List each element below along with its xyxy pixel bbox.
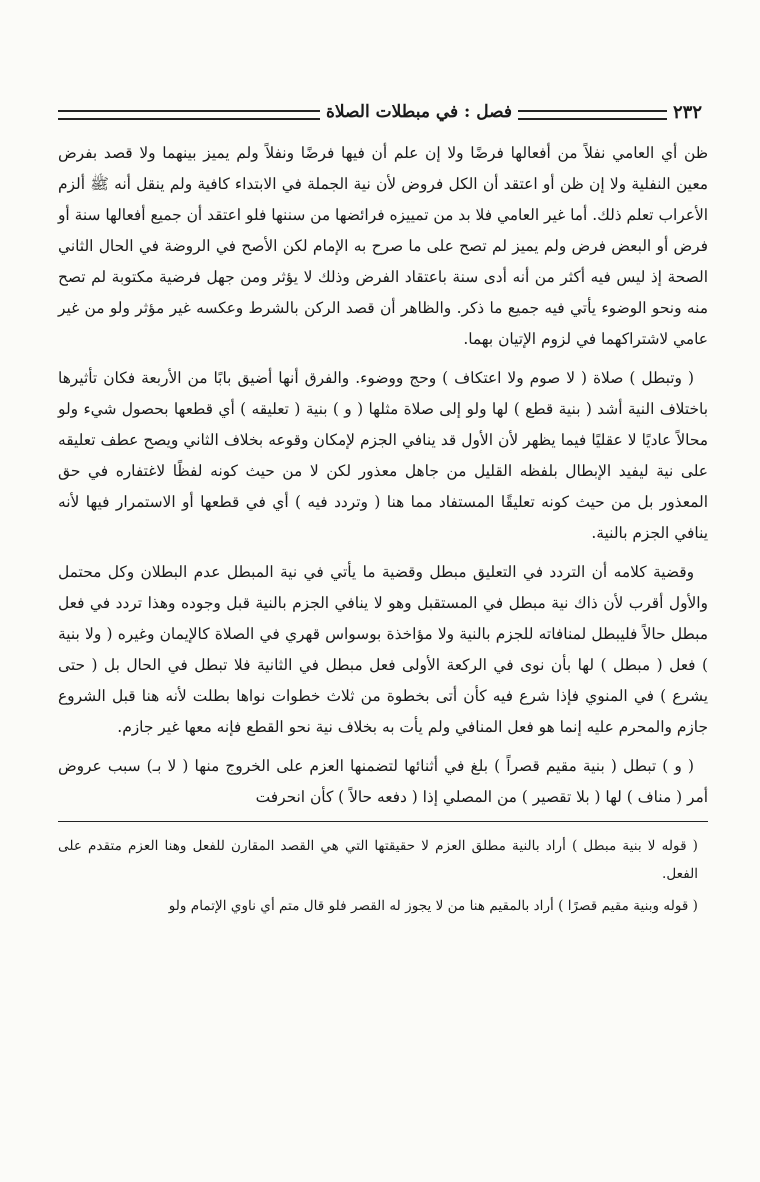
page-number: ٢٣٢ <box>667 102 708 123</box>
paragraph: ظن أي العامي نفلاً من أفعالها فرضًا ولا إن علم أن فيها فرضًا ونفلاً ولم يميز بينهما ولا قصد بفرض معين النفلية ولا إن ظن أو اعتقد أن الكل فروض لأن نية الجملة في الابتداء كافية ولم ينقل أنه ﷺ ألزم الأعراب تعلم ذلك. أما غير العامي فلا بد من تمييزه فرائضها من سننها فلو اعتقد أن جميع أفعالها سنة أو فرض أو البعض فرض ولم يميز لم تصح على ما صرح به الإمام لكن الأصح في الروضة في الحال الثاني الصحة إذ ليس فيه أكثر من أنه أدى سنة باعتقاد الفرض وذلك لا يؤثر ومن جهل فرضية مكتوبة لم تصح منه ونحو الوضوء يأتي فيه جميع ما ذكر. والظاهر أن قصد الركن بالشرط وعكسه غير مؤثر ولو من غير عامي لاشتراكهما في لزوم الإتيان بهما. <box>58 144 708 348</box>
footnotes <box>58 832 708 920</box>
footnote-separator <box>58 821 708 822</box>
footnote: ( قوله لا بنية مبطل ) أراد بالنية مطلق العزم لا حقيقتها التي هي القصد المقارن للفعل وهنا العزم متقدم على الفعل. <box>58 838 698 882</box>
footnote: ( قوله وبنية مقيم قصرًا ) أراد بالمقيم هنا من لا يجوز له القصر فلو قال متم أي ناوي الإتمام ولو <box>168 898 698 914</box>
main-text <box>58 138 708 813</box>
page <box>58 100 708 924</box>
running-header <box>58 100 708 130</box>
chapter-title: فصل : في مبطلات الصلاة <box>320 102 518 122</box>
paragraph: ( و ) تبطل ( بنية مقيم قصراً ) بلغ في أثنائها لتضمنها العزم على الخروج منها ( لا بـ) سبب عروض أمر ( مناف ) لها ( بلا تقصير ) من المصلي إذا ( دفعه حالاً ) كأن انحرفت <box>58 757 708 806</box>
paragraph: ( وتبطل ) صلاة ( لا صوم ولا اعتكاف ) وحج ووضوء. والفرق أنها أضيق بابًا من الأربعة فكان تأثيرها باختلاف النية أشد ( بنية قطع ) لها ولو إلى صلاة مثلها ( و ) بنية ( تعليقه ) أي قطعها بحصول شيء ولو محالاً عاديًا لا عقليًا فيما يظهر لأن الأول قد ينافي الجزم لإمكان وقوعه بخلاف الثاني ويصح عطف تعليقه على نية ليفيد الإبطال بلفظه القليل من جاهل معذور لكن لا من حيث كونه لفظًا لاغتفاره في حق المعذور بل من حيث كونه تعليقًا المستفاد مما هنا ( وتردد فيه ) أي في قطعها أو الاستمرار فيها لأنه ينافي الجزم بالنية. <box>58 369 708 542</box>
paragraph: وقضية كلامه أن التردد في التعليق مبطل وقضية ما يأتي في نية المبطل عدم البطلان وكل محتمل والأول أقرب لأن ذاك نية مبطل في المستقبل وهو لا ينافي الجزم بالنية قبل وجوده وهذا تردد في فعل مبطل حالاً فليبطل لمنافاته للجزم بالنية ولا مؤاخذة بوسواس قهري في الصلاة كالإيمان وغيره ( ولا بنية ) فعل ( مبطل ) لها بأن نوى في الركعة الأولى فعل مبطل في الثانية فلا تبطل في الحال بل ( حتى يشرع ) في المنوي فإذا شرع فيه كأن أتى بخطوة من ثلاث خطوات نواها بطلت لأنه هنا قبل الشروع جازم والمحرم عليه إنما هو فعل المنافي ولم يأت به بخلاف نية نحو القطع فإنه معها غير جازم. <box>58 563 708 736</box>
